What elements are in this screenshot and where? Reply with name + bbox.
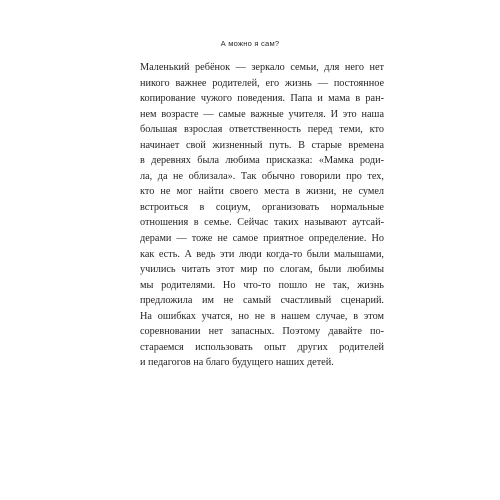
text-line: стараемся использовать опыт других родителей [140,341,384,353]
text-line: кто не мог найти своего места в жизни, не сумел [140,186,384,198]
text-line: большая взрослая ответственность перед теми, кто [140,124,384,136]
text-line: в деревнях была любима присказка: «Мамка роди- [140,155,384,167]
text-line: соревновании нет запасных. Поэтому давайте по- [140,326,384,338]
text-line: отношения в семье. Сейчас таких называют аутсай- [140,217,384,229]
text-line: мы родителями. Но что-то пошло не так, жизнь [140,279,384,291]
text-line: и педагогов на благо будущего наших детей. [140,357,334,369]
text-line: На ошибках учатся, но не в нашем случае, в этом [140,310,384,322]
text-line: учились читать этот мир по слогам, были любимы [140,264,384,276]
text-line: копирование чужого поведения. Папа и мама в ран- [140,93,384,105]
text-line: нем возрасте — самые важные учителя. И это наша [140,108,384,120]
running-head: А можно я сам? [220,39,280,48]
text-line: начинает свой жизненный путь. В старые времена [140,139,384,151]
text-line: как есть. А ведь эти люди когда-то были малышами, [140,248,384,260]
text-line: дерами — тоже не самое приятное определение. Но [140,233,384,245]
text-line: ла, да не облизала». Так обычно говорили про тех, [140,170,384,182]
body-paragraph [140,60,384,371]
text-line: предложила им не самый счастливый сценарий. [140,295,384,307]
text-line: Маленький ребёнок — зеркало семьи, для него нет [140,62,384,73]
text-line: встроиться в социум, организовать нормальные [140,201,384,213]
text-line: никого важнее родителей, его жизнь — постоянное [140,77,384,89]
